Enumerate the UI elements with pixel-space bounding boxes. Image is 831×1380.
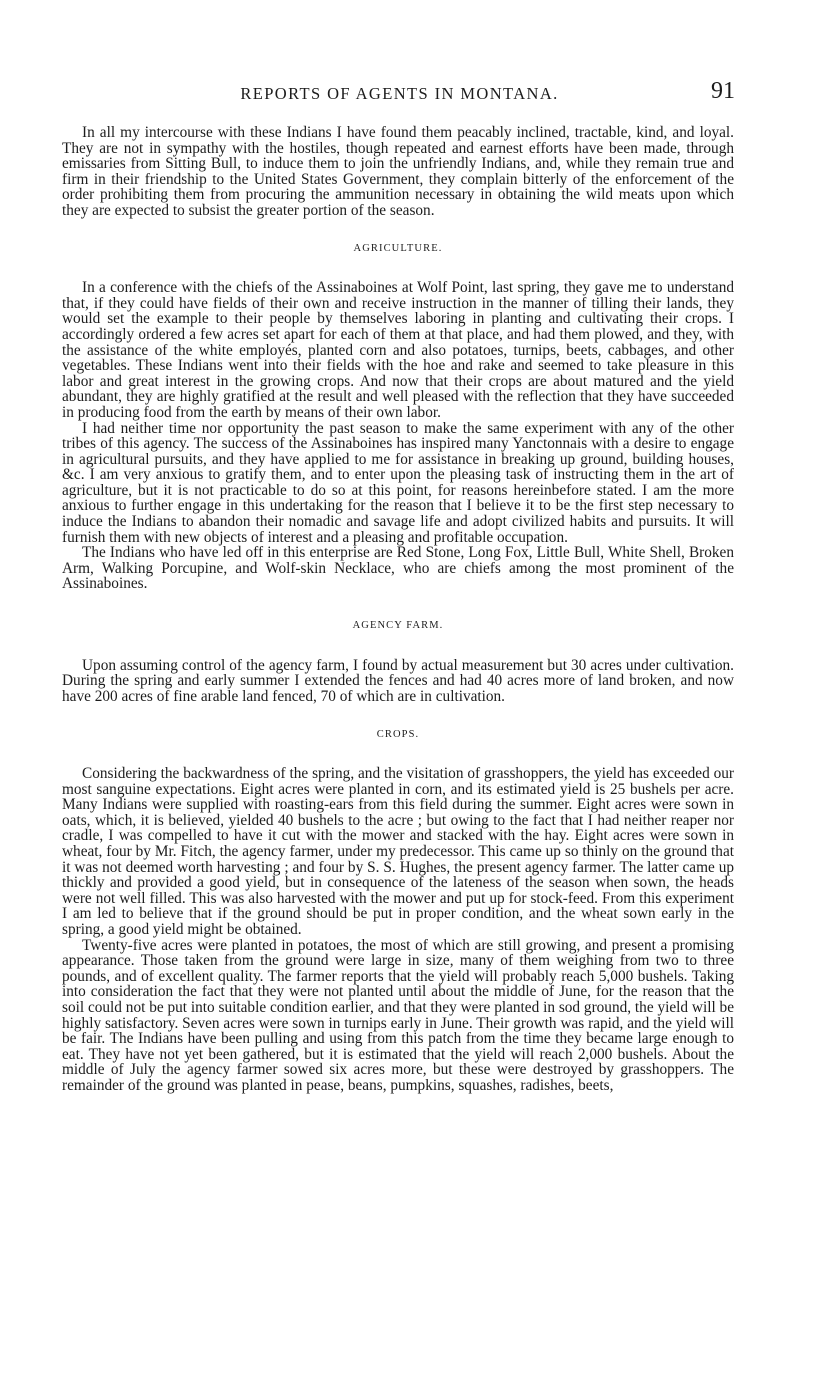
intro-paragraph: In all my intercourse with these Indians I have found them peacably inclined, tractable, kind, and loyal. They are not in sympathy with the hostiles, though repeated and earnest efforts have been made, through emissaries from Sitting Bull, to induce them to join the unfriendly Indians, and, while they remain true and firm in their friendship to the United States Government, they complain bitterly of the enforcement of the order prohibiting them from procuring the ammunition necessary in obtaining the wild meats upon which they are expected to subsist the greater portion of the season. xyxy=(62,124,734,219)
running-title: REPORTS OF AGENTS IN MONTANA. xyxy=(240,84,559,103)
page-number: 91 xyxy=(711,78,735,104)
section-heading-agriculture: AGRICULTURE. xyxy=(353,242,443,254)
crops-paragraph-1: Considering the backwardness of the spring, and the visitation of grasshoppers, the yield has exceeded our most sanguine expectations. Eight acres were planted in corn, and its estimated yield is 25 bushels per acre. Many Indians were supplied with roasting-ears from this field during the summer. Eight acres were sown in oats, which, it is believed, yielded 40 bushels to the acre ; but owing to the fact that I had neither reaper nor cradle, I was compelled to have it cut with the mower and stacked with the hay. Eight acres were sown in wheat, four by Mr. Fitch, the agency farmer, under my predecessor. This came up so thinly on the ground that it was not deemed worth harvesting ; and four by S. S. Hughes, the present agency farmer. The latter came up thickly and provided a good yield, but in consequence of the lateness of the season when sown, the heads were not well filled. This was also harvested with the mower and put up for stock-feed. From this experiment I am led to believe that if the ground should be put in proper condition, and the wheat sown early in the spring, a good yield might be obtained. xyxy=(62,765,734,938)
crops-paragraph-2: Twenty-five acres were planted in potatoes, the most of which are still growing, and present a promising appearance. Those taken from the ground were large in size, many of them weighing from two to three pounds, and of excellent quality. The farmer reports that the yield will probably reach 5,000 bushels. Taking into consideration the fact that they were not planted until about the middle of June, for the reason that the soil could not be put into suitable condition earlier, and that they were planted in sod ground, the yield will be highly satisfactory. Seven acres were sown in turnips early in June. Their growth was rapid, and the yield will be fair. The Indians have been pulling and using from this patch from the time they became large enough to eat. They have not yet been gathered, but it is estimated that the yield will reach 2,000 bushels. About the middle of July the agency farmer sowed six acres more, but these were destroyed by grasshoppers. The remainder of the ground was planted in pease, beans, pumpkins, squashes, radishes, beets, xyxy=(62,936,734,1094)
agriculture-paragraph-3: The Indians who have led off in this enterprise are Red Stone, Long Fox, Little Bull, White Shell, Broken Arm, Walking Porcupine, and Wolf-skin Necklace, who are chiefs among the most prominent of the Assinaboines. xyxy=(62,544,734,593)
section-heading-agency-farm: AGENCY FARM. xyxy=(352,620,444,632)
agency-farm-paragraph: Upon assuming control of the agency farm, I found by actual measurement but 30 acres under cultivation. During the spring and early summer I extended the fences and had 40 acres more of land broken, and now have 200 acres of fine arable land fenced, 70 of which are in cultivation. xyxy=(62,656,734,705)
agriculture-paragraph-2: I had neither time nor opportunity the past season to make the same experiment with any of the other tribes of this agency. The success of the Assinaboines has inspired many Yanctonnais with a desire to engage in agricultural pursuits, and they have applied to me for assistance in breaking up ground, building houses, &c. I am very anxious to gratify them, and to enter upon the pleasing task of instructing them in the art of agriculture, but it is not practicable to do so at this point, for reasons hereinbefore stated. I am the more anxious to further engage in this undertaking for the reason that I believe it to be the first step necessary to induce the Indians to abandon their nomadic and savage life and adopt civilized habits and pursuits. It will furnish them with new objects of interest and a pleasing and profitable occupation. xyxy=(62,419,734,546)
running-head xyxy=(62,80,737,110)
section-heading-crops: CROPS. xyxy=(376,729,420,741)
agriculture-paragraph-1: In a conference with the chiefs of the Assinaboines at Wolf Point, last spring, they gave me to understand that, if they could have fields of their own and receive instruction in the manner of tilling their lands, they would set the example to their people by themselves laboring in planting and cultivating their crops. I accordingly ordered a few acres set apart for each of them at that place, and had them plowed, and they, with the assistance of the white employés, planted corn and also potatoes, turnips, beets, cabbages, and other vegetables. These Indians went into their fields with the hoe and rake and seemed to take pleasure in this labor and great interest in the growing crops. And now that their crops are about matured and the yield abundant, they are highly gratified at the result and well pleased with the reflection that they have succeeded in producing food from the earth by means of their own labor. xyxy=(62,279,734,421)
body-text xyxy=(62,125,734,1093)
